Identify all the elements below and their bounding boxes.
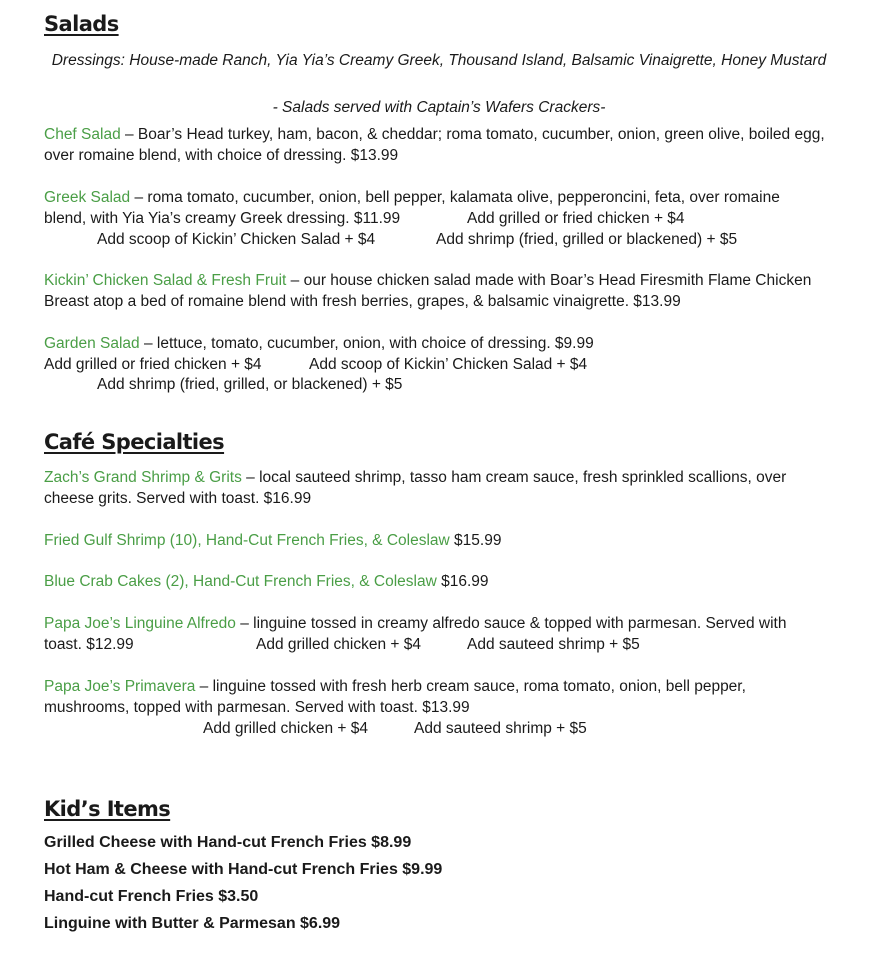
dressings-note: Dressings: House-made Ranch, Yia Yia’s Creamy Greek, Thousand Island, Balsamic Vinaigrette, Honey Mustard — [51, 52, 827, 69]
chef-salad-desc: – Boar’s Head turkey, ham, bacon, & cheddar; roma tomato, cucumber, onion, green olive, boiled egg, over romaine blend, with choice of dressing. $13.99 — [44, 126, 825, 164]
shrimp-grits-desc: – local sauteed shrimp, tasso ham cream sauce, fresh sprinkled scallions, over cheese grits. Served with toast. $16.99 — [44, 469, 787, 507]
kids-item: Linguine with Butter & Parmesan $6.99 — [44, 915, 341, 932]
gulf-shrimp-item — [44, 530, 829, 551]
greek-salad-desc-1: – roma tomato, cucumber, onion, bell pepper, kalamata olive, pepperoncini, feta, over romaine — [130, 189, 780, 206]
kids-item: Hot Ham & Cheese with Hand-cut French Fries $9.99 — [44, 861, 443, 878]
garden-addon-chicken: Add grilled or fried chicken + $4 — [44, 356, 262, 373]
garden-salad-desc: – lettuce, tomato, cucumber, onion, with choice of dressing. $9.99 — [139, 335, 594, 352]
greek-salad-desc-2: blend, with Yia Yia’s creamy Greek dressing. $11.99 — [44, 210, 401, 227]
kickin-salad-desc: – our house chicken salad made with Boar’s Head Firesmith Flame Chicken Breast atop a bed of romaine blend with fresh berries, grapes, & balsamic vinaigrette. $13.99 — [44, 272, 812, 310]
greek-addon-scoop: Add scoop of Kickin’ Chicken Salad + $4 — [97, 231, 376, 248]
kickin-salad-name: Kickin’ Chicken Salad & Fresh Fruit — [44, 272, 287, 289]
shrimp-grits-item — [44, 467, 829, 509]
gulf-shrimp-name: Fried Gulf Shrimp (10), Hand-Cut French Fries, & Coleslaw — [44, 532, 450, 549]
crab-cakes-price: $16.99 — [436, 573, 489, 590]
garden-addon-shrimp: Add shrimp (fried, grilled, or blackened) + $5 — [97, 376, 403, 393]
alfredo-name: Papa Joe’s Linguine Alfredo — [44, 615, 236, 632]
primavera-addon-chicken: Add grilled chicken + $4 — [203, 720, 369, 737]
gulf-shrimp-price: $15.99 — [449, 532, 502, 549]
kids-item: Hand-cut French Fries $3.50 — [44, 888, 259, 905]
crab-cakes-item — [44, 571, 829, 592]
kickin-salad-item — [44, 270, 829, 312]
primavera-name: Papa Joe’s Primavera — [44, 678, 196, 695]
shrimp-grits-name: Zach’s Grand Shrimp & Grits — [44, 469, 242, 486]
primavera-addon-shrimp: Add sauteed shrimp + $5 — [414, 720, 587, 737]
greek-addon-chicken: Add grilled or fried chicken + $4 — [467, 210, 685, 227]
alfredo-addon-chicken: Add grilled chicken + $4 — [256, 636, 422, 653]
kids-item: Grilled Cheese with Hand-cut French Fries $8.99 — [44, 834, 412, 851]
garden-salad-name: Garden Salad — [44, 335, 140, 352]
kids-heading: Kid’s Items — [44, 797, 171, 821]
salads-heading: Salads — [44, 12, 119, 36]
chef-salad-item — [44, 124, 829, 166]
crab-cakes-name: Blue Crab Cakes (2), Hand-Cut French Fries, & Coleslaw — [44, 573, 437, 590]
primavera-item — [44, 676, 829, 737]
crackers-note: - Salads served with Captain’s Wafers Crackers- — [272, 99, 606, 116]
greek-addon-shrimp: Add shrimp (fried, grilled or blackened) + $5 — [436, 231, 738, 248]
specialties-heading: Café Specialties — [44, 430, 225, 454]
greek-salad-name: Greek Salad — [44, 189, 131, 206]
alfredo-addon-shrimp: Add sauteed shrimp + $5 — [467, 636, 640, 653]
alfredo-desc-1: – linguine tossed in creamy alfredo sauce & topped with parmesan. Served with — [235, 615, 787, 632]
primavera-desc: – linguine tossed with fresh herb cream sauce, roma tomato, onion, bell pepper, mushrooms, topped with parmesan. Served with toast. $13.99 — [44, 678, 746, 716]
alfredo-desc-2: toast. $12.99 — [44, 636, 134, 653]
garden-addon-scoop: Add scoop of Kickin’ Chicken Salad + $4 — [309, 356, 588, 373]
chef-salad-name: Chef Salad — [44, 126, 121, 143]
